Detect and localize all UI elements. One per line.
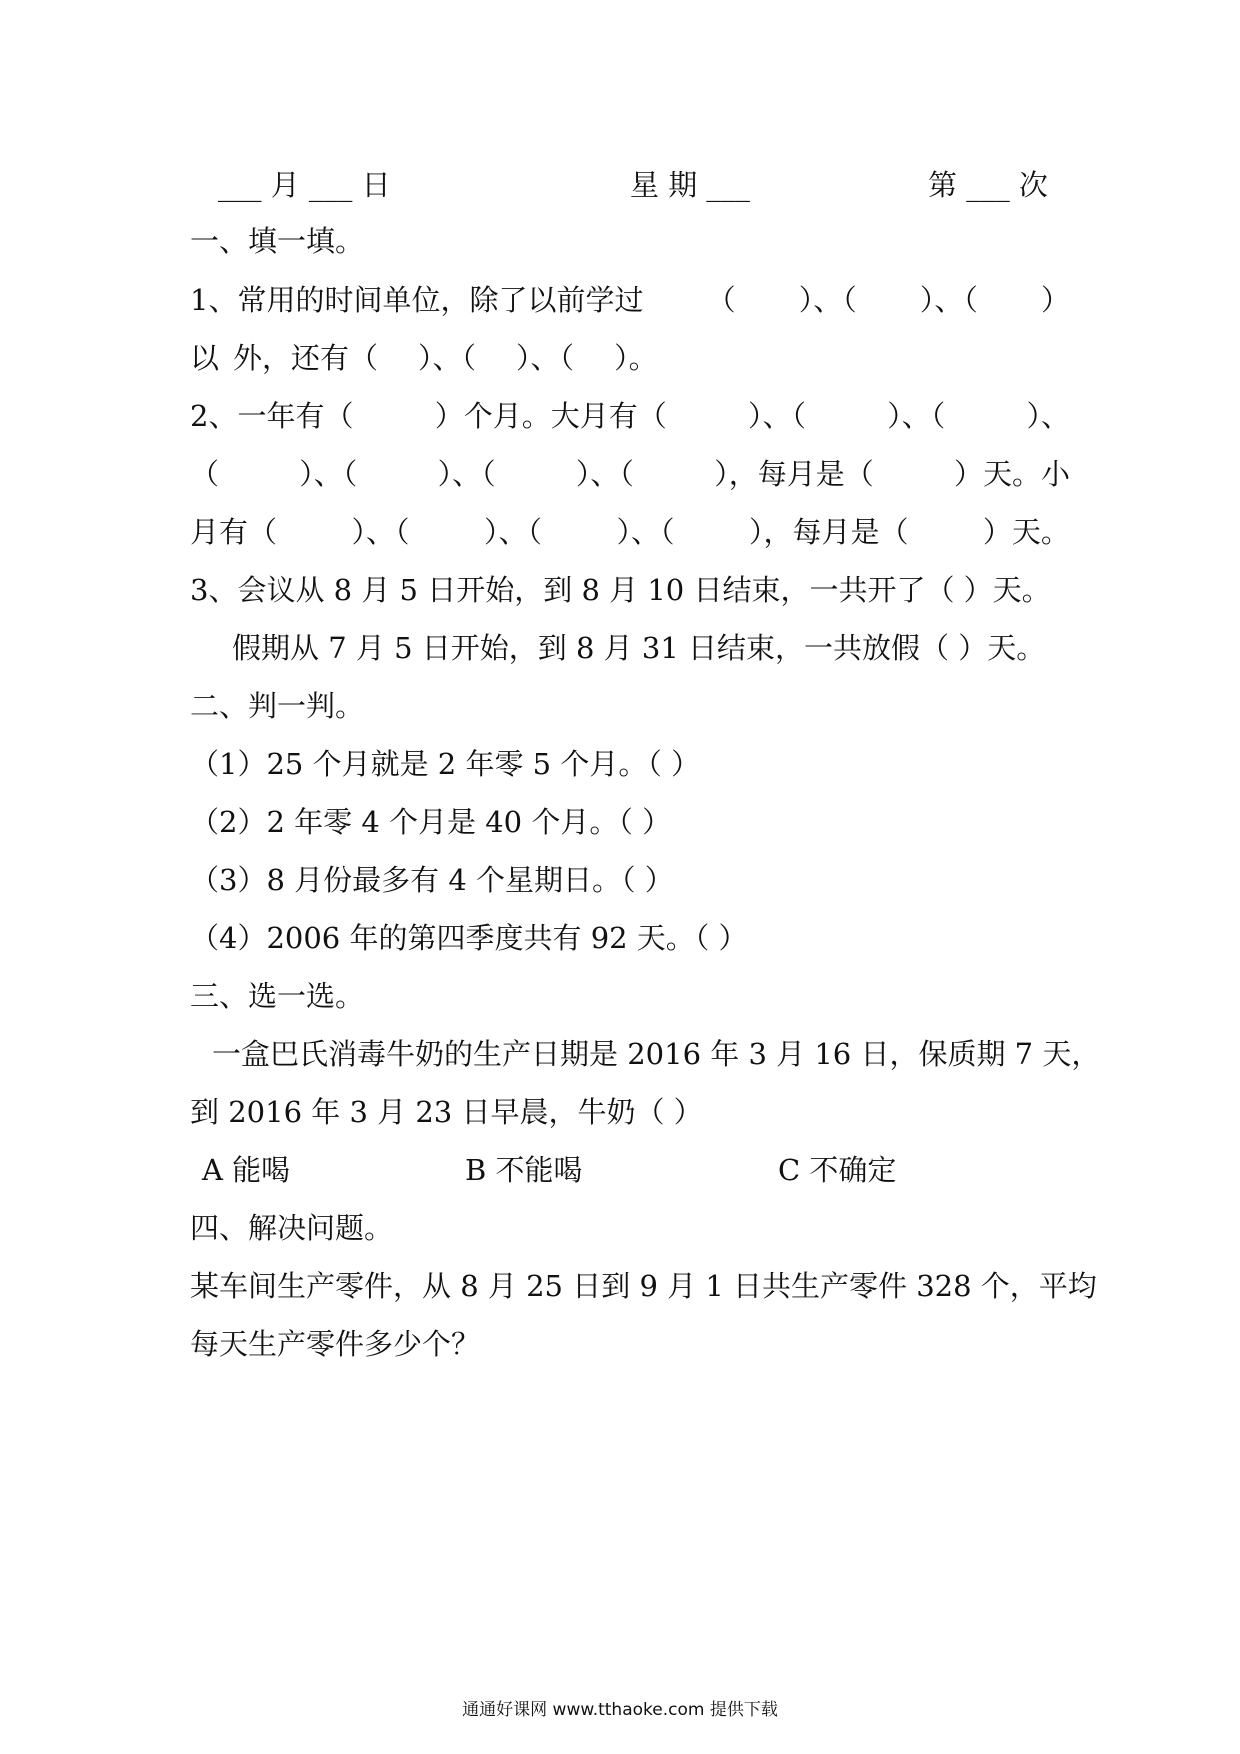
option-b: B 不能喝	[465, 1153, 583, 1187]
q1-blank-close: ）	[1040, 283, 1070, 317]
judge-item: （3）8 月份最多有 4 个星期日。（ ）	[190, 863, 674, 897]
problem-line2: 每天生产零件多少个？	[190, 1327, 481, 1361]
q2-blank: ）、（	[616, 515, 675, 549]
weekday-field: 星 期 ___	[630, 168, 750, 202]
q1-text: 1、常用的时间单位，除了以前学过	[190, 283, 644, 317]
q2-blank: ）、（	[351, 515, 410, 549]
q1-blank-sep: ）、（	[516, 341, 575, 375]
q2-blank: ）天。小	[953, 457, 1070, 491]
section-heading-choose: 三、选一选。	[190, 979, 365, 1013]
q2-line1	[190, 396, 1070, 436]
q1-text: 以	[190, 341, 220, 375]
judge-item: （1）25 个月就是 2 年零 5 个月。（ ）	[190, 747, 701, 781]
q2-blank: ）、（	[437, 457, 496, 491]
q1-blank-sep: ）、（	[798, 283, 857, 317]
q1-line2	[190, 338, 1070, 378]
q2-blank: ）、（	[575, 457, 634, 491]
q2-blank: ），每月是（	[748, 515, 909, 549]
q2-blank: ），每月是（	[714, 457, 874, 491]
option-c: C 不确定	[778, 1153, 897, 1187]
q1-blank-close: ）。	[614, 341, 658, 375]
q2-blank: ）、（	[887, 399, 946, 433]
q2-text: 2、一年有（	[190, 399, 354, 433]
option-a: A 能喝	[202, 1153, 291, 1187]
q2-blank: ）、	[1026, 399, 1070, 433]
section-heading-fill: 一、填一填。	[190, 224, 365, 258]
judge-item: （2）2 年零 4 个月是 40 个月。（ ）	[190, 805, 672, 839]
q3-line2: 假期从 7 月 5 日开始，到 8 月 31 日结束，一共放假（ ）天。	[232, 631, 1046, 665]
section-heading-judge: 二、判一判。	[190, 689, 365, 723]
q2-blank: ）、（	[483, 515, 542, 549]
q2-text: 月有（	[190, 515, 278, 549]
q1-blank-open: （	[706, 283, 736, 317]
q3-line1: 3、会议从 8 月 5 日开始，到 8 月 10 日结束，一共开了（ ）天。	[190, 573, 1051, 607]
q2-blank: ）、（	[299, 457, 358, 491]
page-footer: 通通好课网 www.tthaoke.com 提供下载	[462, 1700, 778, 1720]
q1-text: 外，还有（	[233, 341, 379, 375]
q2-blank: ）天。	[982, 515, 1070, 549]
date-field: ___ 月 ___ 日	[218, 168, 391, 202]
problem-line1: 某车间生产零件，从 8 月 25 日到 9 月 1 日共生产零件 328 个，平均	[190, 1269, 1097, 1303]
q1-blank-sep: ）、（	[418, 341, 477, 375]
section-heading-solve: 四、解决问题。	[190, 1211, 394, 1245]
choose-question-line1: 一盒巴氏消毒牛奶的生产日期是 2016 年 3 月 16 日，保质期 7 天，	[212, 1037, 1101, 1071]
q2-line2	[190, 454, 1070, 494]
judge-item: （4）2006 年的第四季度共有 92 天。（ ）	[190, 921, 748, 955]
q1-line1	[190, 280, 1070, 320]
choose-question-line2: 到 2016 年 3 月 23 日早晨，牛奶（ ）	[190, 1095, 703, 1129]
q2-blank: ）个月。大月有（	[434, 399, 667, 433]
q2-line3	[190, 512, 1070, 552]
session-field: 第 ___ 次	[928, 168, 1048, 202]
q1-blank-sep: ）、（	[919, 283, 978, 317]
q2-blank: ）、（	[747, 399, 806, 433]
q2-blank: （	[190, 457, 220, 491]
